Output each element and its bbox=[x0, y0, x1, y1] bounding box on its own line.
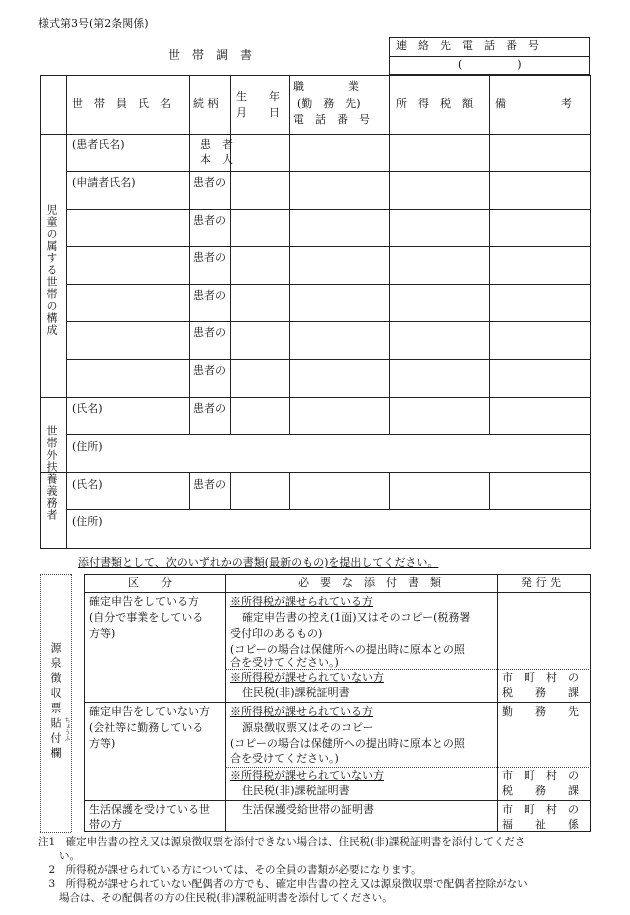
section2-label: 世帯外扶養義務者 bbox=[45, 425, 58, 521]
form-label: 様式第3号(第2条関係) bbox=[38, 17, 149, 30]
attach1-docs-a-2: 受付印のあるもの) bbox=[230, 627, 323, 640]
obligor2-name: (氏名) bbox=[72, 478, 103, 491]
header-job-3: 電 話 番 号 bbox=[293, 113, 370, 126]
attach1-docs-a-3: (コピーの場合は保健所への提出時に原本との照 bbox=[230, 643, 465, 656]
attach3-category-1: 生活保護を受けている世 bbox=[89, 803, 210, 816]
attach1-docs-a-title: ※所得税が課せられている方 bbox=[230, 595, 373, 608]
attach2-docs-a-3: 合を受けてください。) bbox=[230, 752, 339, 765]
header-relation: 続 柄 bbox=[193, 97, 219, 110]
row6-relation: 患者の bbox=[193, 326, 226, 339]
attach2-docs-a-title: ※所得税が課せられている方 bbox=[230, 705, 373, 718]
header-note: 備 考 bbox=[495, 97, 572, 110]
note-1-cont: い。 bbox=[38, 850, 80, 862]
attach1-category-2: (自分で事業をしている bbox=[89, 611, 204, 624]
attach-header-issuer: 発 行 先 bbox=[521, 576, 561, 589]
attach3-issuer-2: 福 祉 係 bbox=[502, 818, 579, 831]
row7-relation: 患者の bbox=[193, 364, 226, 377]
attach2-issuer-a: 勤 務 先 bbox=[502, 705, 579, 718]
attach2-category-1: 確定申告をしていない方 bbox=[89, 705, 210, 718]
attach3-category-2: 帯の方 bbox=[89, 818, 122, 831]
stamp-label: 源泉徴収票貼付欄 bbox=[49, 642, 62, 762]
attach1-category-3: 方等) bbox=[89, 627, 116, 640]
attach2-docs-b: 住民税(非)課税証明書 bbox=[242, 784, 350, 797]
attach-header-category: 区 分 bbox=[128, 576, 172, 589]
attach1-docs-b: 住民税(非)課税証明書 bbox=[242, 686, 350, 699]
obligor2-address: (住所) bbox=[72, 515, 103, 528]
note-2: 2 所得税が課せられている方については、その全員の書類が必要になります。 bbox=[38, 864, 422, 876]
row1-relation-2: 本 人 bbox=[200, 153, 233, 166]
page-title: 世 帯 調 書 bbox=[168, 48, 253, 62]
note-3-cont: 場合は、その配偶者の方の住民税(非)課税証明書を添付してください。 bbox=[38, 892, 393, 904]
header-job-2: (勤 務 先) bbox=[297, 97, 361, 110]
attach1-issuer-b-2: 税 務 課 bbox=[502, 686, 579, 699]
row2-name: (申請者氏名) bbox=[72, 176, 136, 189]
obligor1-name: (氏名) bbox=[72, 402, 103, 415]
attach2-issuer-b-2: 税 務 課 bbox=[502, 784, 579, 797]
attach2-issuer-b-1: 市 町 村 の bbox=[502, 769, 579, 782]
row1-name: (患者氏名) bbox=[72, 138, 125, 151]
attach1-issuer-b-1: 市 町 村 の bbox=[502, 671, 579, 684]
row4-relation: 患者の bbox=[193, 251, 226, 264]
note-3: 3 所得税が課せられていない配偶者の方でも、確定申告書の控え又は源泉徴収票で配偶者控除がない bbox=[38, 878, 528, 890]
contact-label: 連 絡 先 電 話 番 号 bbox=[396, 39, 539, 52]
row2-relation: 患者の bbox=[193, 176, 226, 189]
attach-header-docs: 必 要 な 添 付 書 類 bbox=[298, 576, 441, 589]
obligor2-relation: 患者の bbox=[193, 478, 226, 491]
attach2-category-3: 方等) bbox=[89, 737, 116, 750]
stamp-ruby: ちょうふ bbox=[63, 717, 70, 741]
attach2-category-2: (会社等に勤務している bbox=[89, 721, 204, 734]
attach1-docs-a-4: 合を受けてください。) bbox=[230, 656, 339, 669]
header-birth-1: 生 年 bbox=[236, 90, 280, 103]
attach1-category-1: 確定申告をしている方 bbox=[89, 595, 199, 608]
obligor1-address: (住所) bbox=[72, 440, 103, 453]
attach3-issuer-1: 市 町 村 の bbox=[502, 803, 579, 816]
attach2-docs-a-1: 源泉徴収票又はそのコピー bbox=[242, 721, 374, 734]
contact-phone-field[interactable]: ( ) bbox=[458, 58, 522, 71]
header-tax: 所 得 税 額 bbox=[396, 97, 473, 110]
row3-relation: 患者の bbox=[193, 214, 226, 227]
attach2-docs-b-title: ※所得税が課せられていない方 bbox=[230, 769, 384, 782]
header-name: 世 帯 員 氏 名 bbox=[72, 97, 171, 110]
section1-label: 児童の属する世帯の構成 bbox=[45, 204, 58, 336]
header-job-1: 職 業 bbox=[293, 80, 359, 93]
obligor1-relation: 患者の bbox=[193, 402, 226, 415]
note-1: 注1 確定申告書の控え又は源泉徴収票を添付できない場合は、住民税(非)課税証明書を添付してくださ bbox=[38, 836, 526, 848]
row5-relation: 患者の bbox=[193, 289, 226, 302]
attach-intro: 添付書類として、次のいずれかの書類(最新のもの)を提出してください。 bbox=[78, 556, 439, 569]
header-birth-2: 月 日 bbox=[236, 106, 280, 119]
attach2-docs-a-2: (コピーの場合は保健所への提出時に原本との照 bbox=[230, 737, 465, 750]
attach1-docs-a-1: 確定申告書の控え(1面)又はそのコピー(税務署 bbox=[242, 611, 471, 624]
attach3-docs: 生活保護受給世帯の証明書 bbox=[242, 803, 374, 816]
attach1-docs-b-title: ※所得税が課せられていない方 bbox=[230, 671, 384, 684]
row1-relation-1: 患 者 bbox=[200, 138, 233, 151]
